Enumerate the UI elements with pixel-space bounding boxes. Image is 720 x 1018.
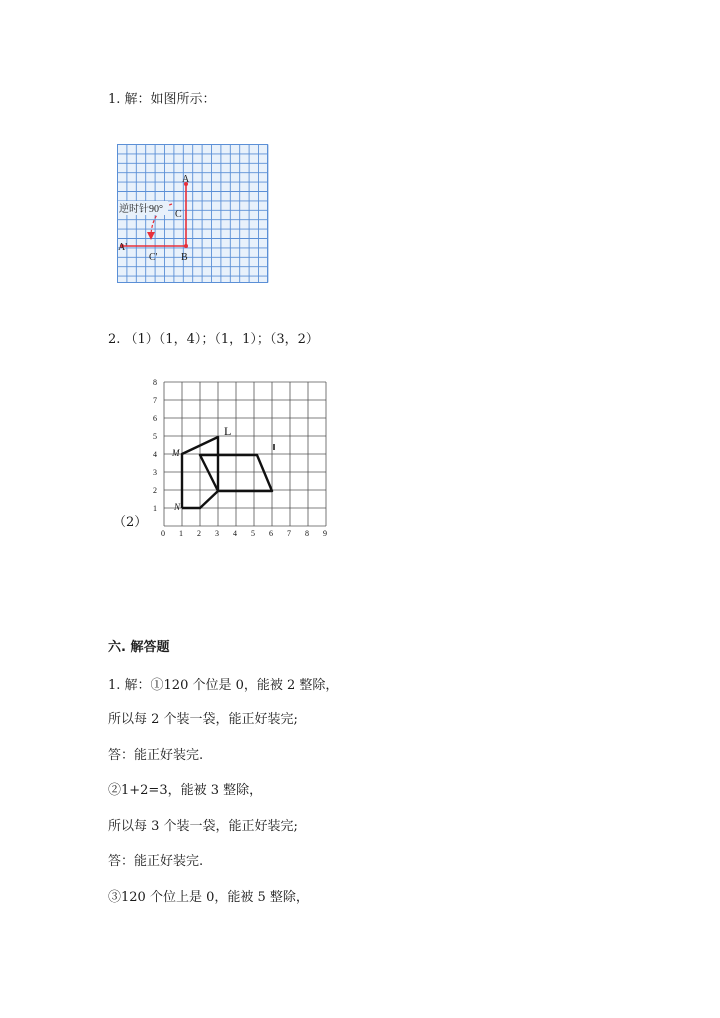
point-c-label: C xyxy=(175,209,182,220)
q2-coordinate-figure xyxy=(146,378,342,542)
y-tick-label: 8 xyxy=(153,378,157,387)
q2-title: 2. （1）（1，4）；（1，1）；（3，2） xyxy=(108,332,319,347)
x-tick-label: 0 xyxy=(161,529,165,538)
answer-line-1: 1. 解：①120 个位是 0，能被 2 整除， xyxy=(108,678,339,693)
label-m: M xyxy=(172,448,180,458)
y-tick-label: 2 xyxy=(153,486,157,495)
y-tick-label: 3 xyxy=(153,468,157,477)
y-tick-label: 4 xyxy=(153,450,157,459)
label-l: L xyxy=(224,424,232,438)
answer-line-5: 所以每 3 个装一袋，能正好装完; xyxy=(108,819,298,834)
x-tick-label: 8 xyxy=(305,529,309,538)
x-tick-label: 3 xyxy=(215,529,219,538)
point-a-prime-label: A' xyxy=(118,242,128,253)
y-tick-label: 6 xyxy=(153,414,157,423)
x-tick-label: 6 xyxy=(269,529,273,538)
y-tick-label: 7 xyxy=(153,396,157,405)
answer-line-2: 所以每 2 个装一袋，能正好装完; xyxy=(108,712,298,727)
label-n: N xyxy=(174,502,181,512)
x-tick-label: 2 xyxy=(197,529,201,538)
point-c-prime-label: C' xyxy=(149,252,158,263)
y-tick-label: 1 xyxy=(153,504,157,513)
x-tick-label: 4 xyxy=(233,529,237,538)
section6-heading: 六. 解答题 xyxy=(108,640,170,655)
point-a-label: A xyxy=(182,174,190,185)
rotate-label: 逆时针90° xyxy=(119,204,163,215)
q1-rotation-figure xyxy=(117,144,271,286)
x-tick-label: 7 xyxy=(287,529,291,538)
q2-sub-label: （2） xyxy=(113,515,148,530)
x-tick-label: 1 xyxy=(179,529,183,538)
answer-line-3: 答：能正好装完. xyxy=(108,748,204,763)
answer-line-7: ③120 个位上是 0，能被 5 整除， xyxy=(108,890,309,905)
point-b-label: B xyxy=(181,252,188,263)
x-tick-label: 5 xyxy=(251,529,255,538)
x-tick-label: 9 xyxy=(323,529,327,538)
answer-line-4: ②1+2=3，能被 3 整除， xyxy=(108,783,263,798)
y-tick-label: 5 xyxy=(153,432,157,441)
q1-title: 1. 解：如图所示： xyxy=(108,92,216,107)
answer-line-6: 答：能正好装完. xyxy=(108,854,204,869)
